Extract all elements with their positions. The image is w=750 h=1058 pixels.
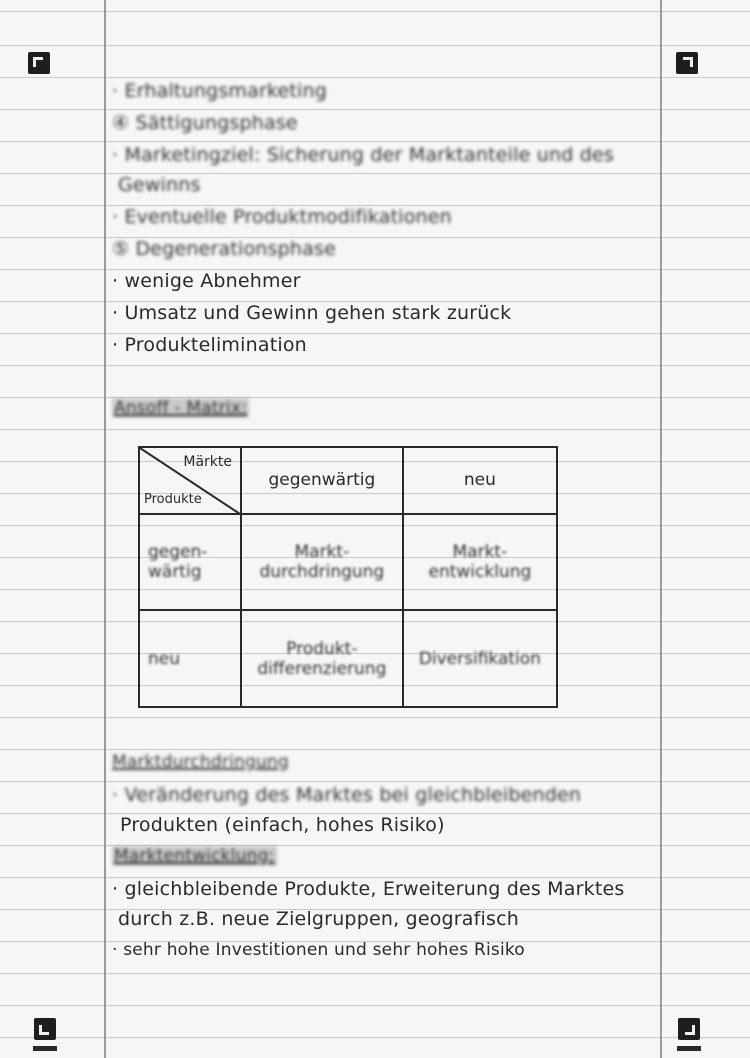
note-line: · gleichbleibende Produkte, Erweiterung des Marktes (112, 878, 625, 900)
matrix-corner-top-label: Märkte (183, 454, 232, 470)
section-heading: Marktdurchdringung (112, 752, 289, 772)
note-line: · wenige Abnehmer (112, 270, 301, 292)
corner-bar-bottom-left (33, 1046, 57, 1051)
note-line: durch z.B. neue Zielgruppen, geografisch (118, 908, 520, 930)
note-line: · sehr hohe Investitionen und sehr hohes Risiko (112, 940, 525, 960)
matrix-corner-cell (139, 447, 241, 514)
matrix-cell: Markt- entwicklung (403, 514, 557, 611)
corner-marker-top-left-icon (28, 52, 50, 74)
note-line: · Produktelimination (112, 334, 307, 356)
corner-bar-bottom-right (677, 1046, 701, 1051)
ansoff-heading: Ansoff - Matrix: (114, 398, 248, 418)
matrix-col-header: gegenwärtig (241, 447, 403, 514)
matrix-cell: Markt- durchdringung (241, 514, 403, 611)
matrix-cell: Diversifikation (403, 610, 557, 707)
note-line: · Veränderung des Marktes bei gleichbleibenden (112, 784, 582, 806)
corner-marker-bottom-left-icon (34, 1018, 56, 1040)
right-margin-line (660, 0, 662, 1058)
left-margin-line (104, 0, 106, 1058)
matrix-col-header: neu (403, 447, 557, 514)
note-line: Produkten (einfach, hohes Risiko) (120, 814, 445, 836)
matrix-corner-bottom-label: Produkte (144, 491, 202, 507)
note-line: · Erhaltungsmarketing (112, 80, 328, 102)
note-line: · Umsatz und Gewinn gehen stark zurück (112, 302, 512, 324)
note-line: Gewinns (118, 174, 201, 196)
note-line: · Marketingziel: Sicherung der Marktanteile und des (112, 144, 614, 166)
matrix-cell: Produkt- differenzierung (241, 610, 403, 707)
note-line: ④ Sättigungsphase (112, 112, 298, 134)
corner-marker-top-right-icon (676, 52, 698, 74)
note-line: ⑤ Degenerationsphase (112, 238, 336, 260)
matrix-row-header: neu (139, 610, 241, 707)
section-heading: Marktentwicklung: (114, 846, 275, 866)
ansoff-matrix-table (138, 446, 558, 708)
note-line: · Eventuelle Produktmodifikationen (112, 206, 452, 228)
corner-marker-bottom-right-icon (678, 1018, 700, 1040)
matrix-row-header: gegen- wärtig (139, 514, 241, 611)
